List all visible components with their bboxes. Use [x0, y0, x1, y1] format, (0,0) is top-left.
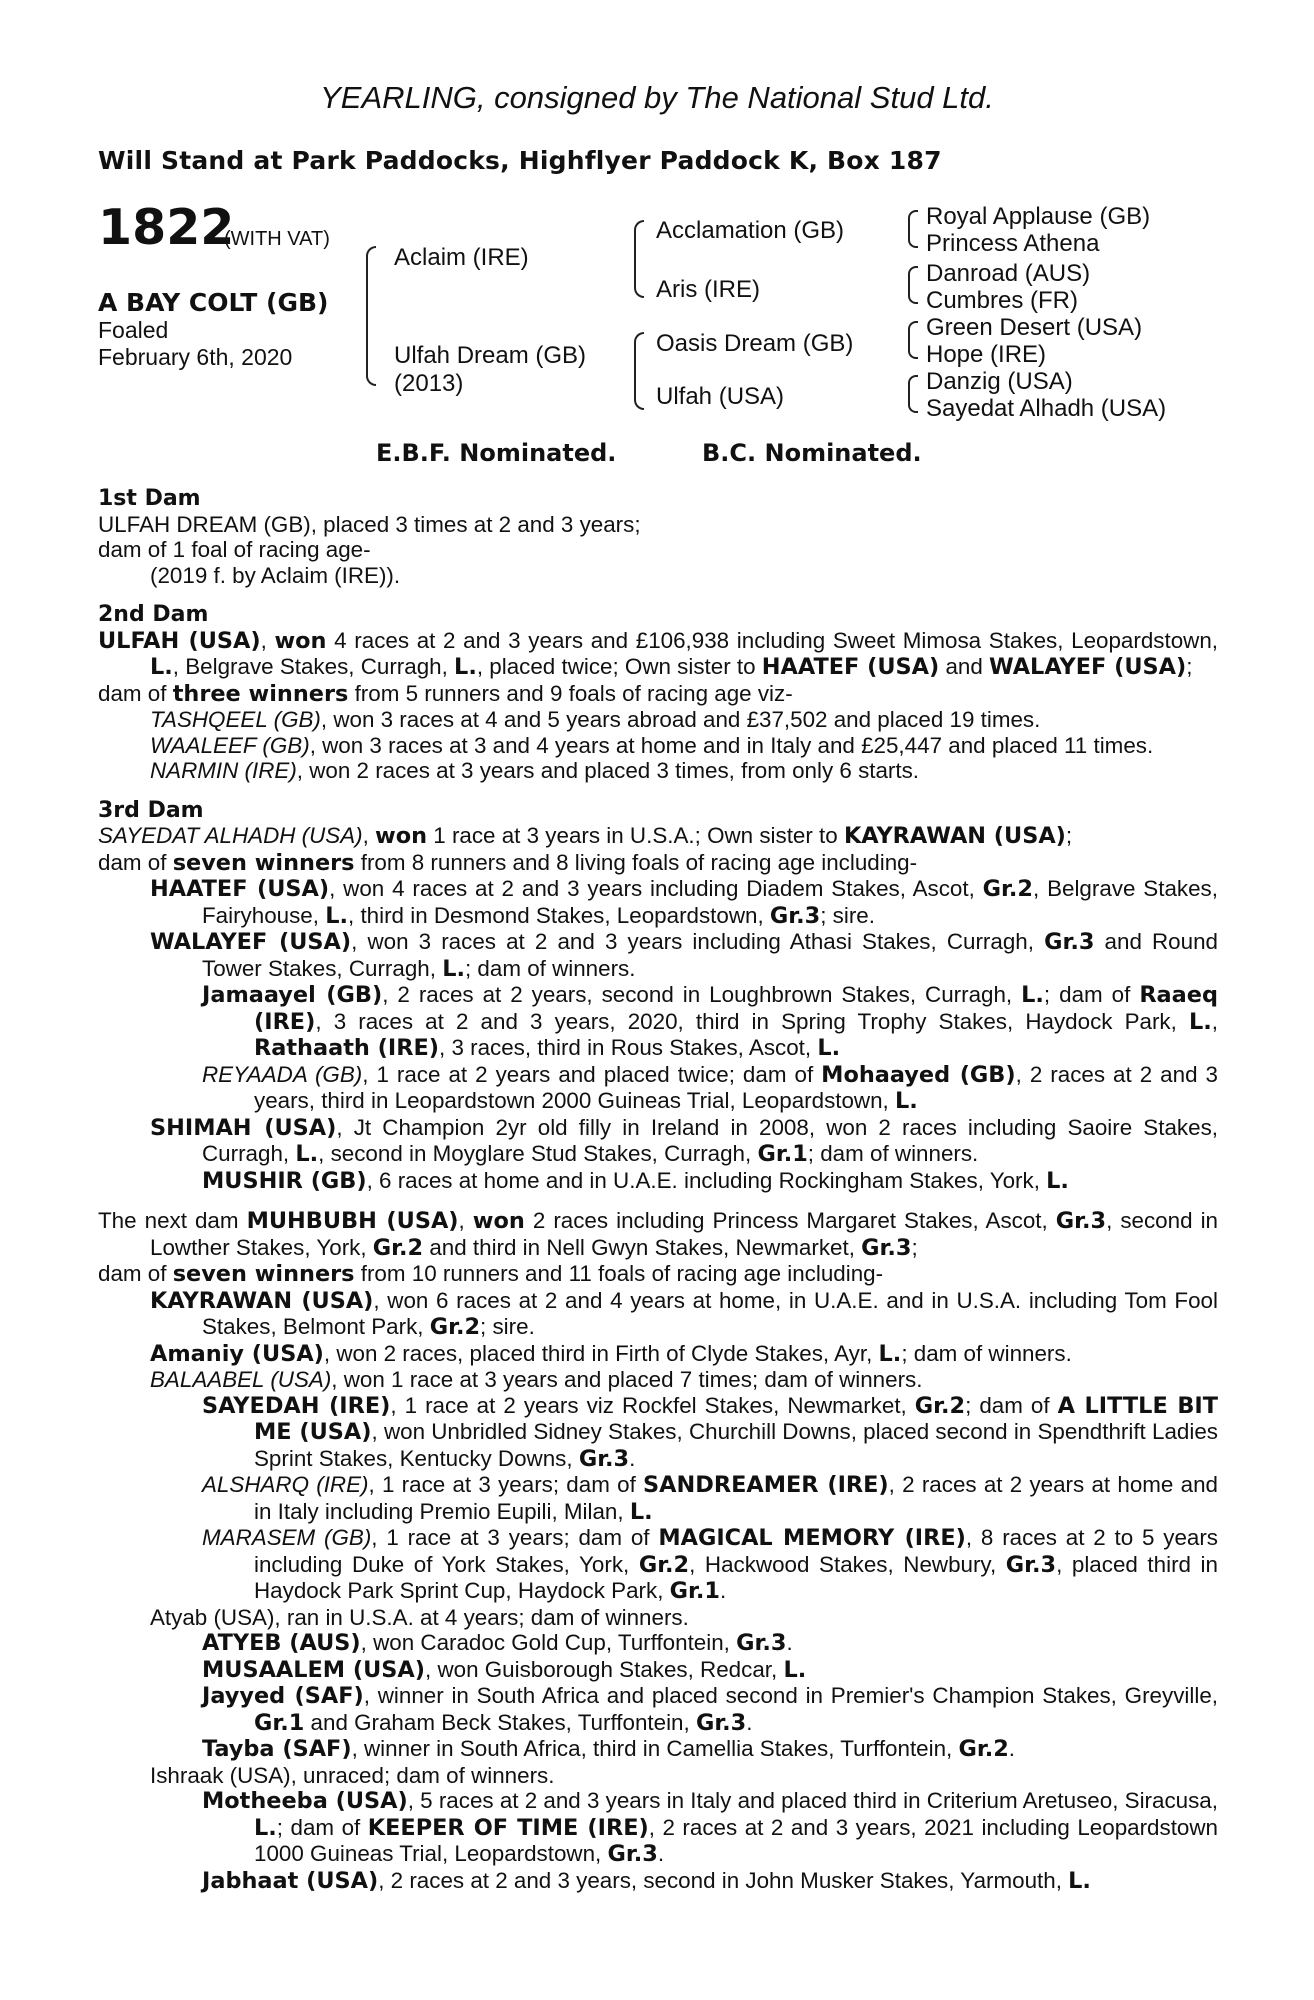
grade-mark: Gr.1 [669, 1578, 720, 1604]
race-text: ; dam of winners. [464, 955, 636, 981]
grade-mark: Gr.3 [769, 902, 821, 929]
horse-name: WAALEEF (GB) [150, 732, 310, 758]
horse-name: SANDREAMER (IRE) [643, 1472, 889, 1498]
second-dam-entry [98, 628, 1218, 681]
pedigree-dam-year: (2013) [394, 370, 464, 397]
grade-mark: Gr.2 [958, 1736, 1009, 1762]
horse-name: Mohaayed (GB) [821, 1061, 1016, 1088]
race-text: , placed third in Haydock Park Sprint Cup, Haydock Park, [254, 1551, 1218, 1603]
horse-name: ULFAH (USA) [98, 627, 261, 654]
race-text: , won 3 races at 3 and 4 years at home and in Italy and £25,447 and placed 11 times. [309, 732, 1154, 758]
race-text: ; sire. [480, 1314, 535, 1339]
horse-name: Jamaayel (GB) [202, 982, 383, 1008]
race-text: ; sire. [820, 902, 875, 928]
first-dam-line-1: ULFAH DREAM (GB), placed 3 times at 2 and 3 years; [98, 511, 641, 537]
listed-mark: L. [254, 1814, 277, 1841]
grade-mark: Gr.3 [578, 1445, 630, 1472]
foaled-info [98, 317, 292, 371]
race-text: ; dam of winners. [901, 1340, 1072, 1366]
horse-name: BALAABEL (USA) [150, 1367, 332, 1392]
race-text: , 1 race at 2 years and placed twice; dam of [362, 1061, 822, 1087]
bc-nomination: B.C. Nominated. [702, 439, 922, 467]
grade-mark: Gr.2 [914, 1392, 966, 1419]
race-text: , 1 race at 2 years viz Rockfel Stakes, Newmarket, [390, 1392, 915, 1418]
listed-mark: L. [325, 902, 348, 929]
produce-tayba [202, 1736, 1218, 1763]
race-text: ; dam of [276, 1814, 368, 1840]
grade-mark: Gr.3 [861, 1234, 912, 1261]
listed-mark: L. [1188, 1008, 1212, 1035]
listed-mark: L. [629, 1498, 653, 1525]
punct: . [1008, 1736, 1016, 1761]
horse-name: Raaeq (IRE) [254, 982, 1218, 1035]
spacer [98, 1194, 1218, 1208]
produce-musaalem [202, 1657, 1218, 1684]
pedigree-dds: Danzig (USA) [926, 368, 1073, 395]
race-text: and Round Tower Stakes, Curragh, [202, 929, 1218, 981]
horse-name: MUSHIR (GB) [202, 1167, 367, 1194]
produce-atyab: Atyab (USA), ran in U.S.A. at 4 years; dam of winners. [150, 1604, 689, 1630]
horse-name: Amaniy (USA) [150, 1340, 324, 1367]
grade-mark: Gr.3 [607, 1841, 658, 1867]
horse-name: SAYEDAH (IRE) [202, 1392, 391, 1419]
next-dam-dam-of [98, 1261, 1218, 1288]
first-dam-line-3: (2019 f. by Aclaim (IRE)). [150, 562, 401, 588]
listed-mark: L. [1021, 982, 1044, 1008]
produce-reyaada [202, 1062, 1218, 1115]
first-dam-line-2: dam of 1 foal of racing age- [98, 537, 371, 562]
race-text: and Graham Beck Stakes, Turffontein, [304, 1709, 696, 1735]
produce-marasem [202, 1525, 1218, 1605]
horse-name: ALSHARQ (IRE) [202, 1472, 369, 1497]
race-text: , Belgrave Stakes, Curragh, [172, 654, 455, 679]
produce-amaniy [150, 1341, 1218, 1368]
punct: ; [911, 1234, 918, 1260]
horse-name: HAATEF (USA) [150, 876, 330, 902]
listed-mark: L. [1068, 1867, 1091, 1894]
listed-mark: L. [454, 654, 477, 680]
race-text: , 3 races, third in Rous Stakes, Ascot, [439, 1035, 818, 1060]
grade-mark: Gr.3 [1044, 929, 1095, 955]
next-dam-entry [98, 1208, 1218, 1261]
punct: . [629, 1445, 636, 1471]
grade-mark: Gr.3 [736, 1630, 787, 1656]
race-text: , 2 races at 2 years at home and in Italy including Premio Eupili, Milan, [254, 1472, 1218, 1524]
grade-mark: Gr.2 [372, 1234, 424, 1261]
won-label: won [375, 823, 428, 849]
race-text: , won 1 race at 3 years and placed 7 times; dam of winners. [331, 1367, 923, 1392]
second-dam-heading: 2nd Dam [98, 602, 209, 627]
pedigree-brace-dd [908, 375, 918, 413]
horse-name: Jabhaat (USA) [202, 1867, 379, 1894]
horse-name: KAYRAWAN (USA) [150, 1287, 374, 1314]
lot-description: A BAY COLT (GB) [98, 288, 329, 317]
produce-jabhaat [202, 1868, 1218, 1895]
race-text: , 2 races at 2 and 3 years, 2021 including Leopardstown 1000 Guineas Trial, Leopardstown, [254, 1814, 1219, 1866]
punct: . [657, 1841, 665, 1866]
winners-count: seven winners [172, 849, 355, 876]
produce-tashqeel [150, 707, 1218, 733]
race-text: , won Guisborough Stakes, Redcar, [425, 1656, 784, 1682]
pedigree-sire-sire: Acclamation (GB) [656, 217, 845, 244]
pedigree-brace-dam [634, 332, 644, 410]
won-label: won [274, 627, 327, 654]
pedigree-dss: Green Desert (USA) [926, 314, 1143, 341]
horse-name: ATYEB (AUS) [202, 1630, 361, 1656]
race-text: 4 races at 2 and 3 years and £106,938 including Sweet Mimosa Stakes, Leopardstown, [326, 627, 1218, 653]
race-text: from 8 runners and 8 living foals of racing age including- [354, 849, 918, 875]
race-text: dam of [98, 1261, 173, 1286]
race-text: , second in Lowther Stakes, York, [150, 1208, 1218, 1260]
produce-jayyed [202, 1683, 1218, 1736]
spacer [98, 588, 1218, 602]
race-text: , won Caradoc Gold Cup, Turffontein, [360, 1630, 737, 1655]
listed-mark: L. [1046, 1167, 1069, 1194]
race-text: and third in Nell Gwyn Stakes, Newmarket, [423, 1234, 862, 1260]
first-dam-heading: 1st Dam [98, 486, 201, 511]
race-text: , won 3 races at 2 and 3 years including Athasi Stakes, Curragh, [351, 929, 1045, 954]
punct: ; [1186, 654, 1193, 679]
race-text: 1 race at 3 years in U.S.A.; Own sister to [427, 823, 844, 848]
punct: . [786, 1630, 793, 1655]
race-text: , Jt Champion 2yr old filly in Ireland in 2008, won 2 races including Saoire Stakes, Curragh, [202, 1114, 1218, 1166]
pedigree-sire: Aclaim (IRE) [394, 244, 529, 271]
consignor-line: YEARLING, consigned by The National Stud Ltd. [320, 80, 994, 115]
grade-mark: Gr.2 [638, 1551, 690, 1578]
stand-location: Will Stand at Park Paddocks, Highflyer Paddock K, Box 187 [98, 146, 942, 175]
pedigree-ssd: Princess Athena [926, 230, 1100, 257]
winners-count: three winners [172, 680, 349, 707]
produce-mushir [202, 1168, 1218, 1195]
horse-name: Tayba (SAF) [202, 1736, 352, 1762]
race-text: , won 3 races at 4 and 5 years abroad and £37,502 and placed 19 times. [320, 707, 1041, 732]
race-text: ; dam of winners. [807, 1141, 979, 1166]
race-text: , won Unbridled Sidney Stakes, Churchill Downs, placed second in Spendthrift Ladies Sprint Stakes, Kentucky Downs, [254, 1419, 1218, 1471]
third-dam-entry: SAYEDAT ALHADH (USA), won 1 race at 3 years in U.S.A.; Own sister to KAYRAWAN (USA); [98, 823, 1073, 849]
race-text: , 5 races at 2 and 3 years in Italy and placed third in Criterium Aretuseo, Siracusa, [407, 1788, 1218, 1813]
race-text: , won 2 races, placed third in Firth of Clyde Stakes, Ayr, [323, 1340, 879, 1366]
pedigree-brace-main [366, 246, 376, 386]
race-text: , third in Desmond Stakes, Leopardstown, [348, 902, 770, 928]
pedigree-sire-dam: Aris (IRE) [656, 276, 760, 303]
pedigree-sss: Royal Applause (GB) [926, 203, 1151, 230]
punct: ; [1065, 823, 1073, 848]
third-dam-dam-of [98, 850, 1218, 877]
race-text: , 2 races at 2 years, second in Loughbrown Stakes, Curragh, [382, 982, 1022, 1007]
race-text: from 10 runners and 11 foals of racing age including- [354, 1261, 884, 1286]
horse-name: Motheeba (USA) [202, 1788, 408, 1814]
race-text: , 6 races at home and in U.A.E. including Rockingham Stakes, York, [366, 1167, 1047, 1193]
race-text: , won 4 races at 2 and 3 years including Diadem Stakes, Ascot, [329, 876, 983, 901]
second-dam-dam-of [98, 681, 1218, 708]
pedigree-sdd: Cumbres (FR) [926, 287, 1079, 314]
foaled-date: February 6th, 2020 [98, 344, 293, 370]
horse-name: Rathaath (IRE) [254, 1035, 439, 1061]
grade-mark: Gr.3 [695, 1709, 747, 1736]
race-text: , second in Moyglare Stud Stakes, Curragh, [318, 1141, 758, 1166]
punct: , [260, 627, 275, 653]
listed-mark: L. [295, 1141, 319, 1167]
punct: . [719, 1578, 727, 1603]
pedigree-dam: Ulfah Dream (GB) [394, 342, 587, 369]
produce-haatef [150, 876, 1218, 929]
produce-shimah [150, 1115, 1218, 1168]
race-text: , winner in South Africa and placed second in Premier's Champion Stakes, Greyville, [363, 1683, 1218, 1708]
ebf-nomination: E.B.F. Nominated. [376, 439, 617, 467]
grade-mark: Gr.1 [757, 1141, 808, 1167]
race-text: , 2 races at 2 and 3 years, second in John Musker Stakes, Yarmouth, [378, 1867, 1069, 1893]
horse-name: REYAADA (GB) [202, 1061, 363, 1087]
race-text: , placed twice; Own sister to [476, 654, 762, 679]
listed-mark: L. [783, 1656, 807, 1683]
race-text: , 3 races at 2 and 3 years, 2020, third in Spring Trophy Stakes, Haydock Park, [315, 1008, 1189, 1034]
produce-sayedah [202, 1393, 1218, 1473]
race-text: , winner in South Africa, third in Camellia Stakes, Turffontein, [351, 1736, 959, 1761]
race-text: The next dam [98, 1208, 247, 1233]
lot-number: 1822 [98, 199, 235, 256]
race-text: , 2 races at 2 and 3 years, third in Leopardstown 2000 Guineas Trial, Leopardstown, [254, 1061, 1218, 1113]
horse-name: MAGICAL MEMORY (IRE) [658, 1525, 966, 1551]
listed-mark: L. [878, 1340, 902, 1367]
horse-name: HAATEF (USA) [761, 654, 940, 680]
vat-note: (WITH VAT) [224, 228, 330, 250]
race-text: , 8 races at 2 to 5 years including Duke of York Stakes, York, [254, 1525, 1218, 1577]
race-text: dam of [98, 849, 173, 875]
produce-jamaayel [202, 982, 1218, 1062]
won-label: won [472, 1208, 525, 1234]
punct: . [746, 1709, 753, 1735]
race-text: , [1211, 1008, 1218, 1034]
horse-name: KAYRAWAN (USA) [843, 823, 1066, 849]
grade-mark: Gr.2 [429, 1314, 481, 1340]
pedigree-dam-dam: Ulfah (USA) [656, 383, 785, 410]
pedigree-brace-ds [908, 321, 918, 359]
horse-name: Jayyed (SAF) [202, 1683, 364, 1709]
race-text: ; dam of [1043, 982, 1140, 1007]
listed-mark: L. [150, 654, 173, 680]
pedigree-brace-sd [908, 266, 918, 304]
pedigree-ddd: Sayedat Alhadh (USA) [926, 395, 1167, 422]
produce-ishraak: Ishraak (USA), unraced; dam of winners. [150, 1762, 555, 1788]
pedigree-dam-sire: Oasis Dream (GB) [656, 330, 854, 357]
race-text: , 1 race at 3 years; dam of [371, 1525, 659, 1550]
race-text: , won 2 races at 3 years and placed 3 times, from only 6 starts. [296, 758, 920, 783]
race-text: 2 races including Princess Margaret Stakes, Ascot, [524, 1208, 1056, 1233]
horse-name: KEEPER OF TIME (IRE) [367, 1814, 649, 1841]
race-text: dam of [98, 680, 173, 706]
horse-name: WALAYEF (USA) [150, 929, 352, 955]
race-text: , Belgrave Stakes, Fairyhouse, [202, 876, 1218, 928]
pedigree-brace-sire [634, 220, 644, 298]
horse-name: A LITTLE BIT ME (USA) [254, 1392, 1219, 1445]
race-text: ; dam of [965, 1392, 1058, 1418]
third-dam-heading: 3rd Dam [98, 797, 204, 823]
horse-name: TASHQEEL (GB) [150, 707, 321, 732]
listed-mark: L. [442, 955, 465, 982]
horse-name: SHIMAH (USA) [150, 1114, 337, 1141]
race-text: , 1 race at 3 years; dam of [368, 1472, 644, 1497]
race-text: , won 6 races at 2 and 4 years at home, in U.A.E. and in U.S.A. including Tom Fool Stakes, Belmont Park, [202, 1287, 1218, 1339]
horse-name: WALAYEF (USA) [989, 654, 1187, 680]
listed-mark: L. [895, 1088, 918, 1114]
horse-name: NARMIN (IRE) [150, 758, 297, 783]
spacer [98, 784, 1218, 798]
race-text: and [939, 654, 990, 679]
produce-balaabel [150, 1367, 1218, 1393]
produce-narmin [150, 758, 1218, 784]
produce-walayef [150, 929, 1218, 982]
horse-name: SAYEDAT ALHADH (USA) [98, 823, 363, 848]
grade-mark: Gr.3 [1005, 1551, 1057, 1578]
race-text: , Hackwood Stakes, Newbury, [689, 1551, 1006, 1577]
pedigree-dsd: Hope (IRE) [926, 341, 1047, 368]
produce-record [98, 486, 1218, 1894]
horse-name: MUHBUBH (USA) [246, 1208, 459, 1234]
punct: , [458, 1208, 473, 1233]
produce-alsharq [202, 1472, 1218, 1525]
winners-count: seven winners [172, 1261, 355, 1287]
produce-kayrawan [150, 1288, 1218, 1341]
listed-mark: L. [817, 1035, 841, 1061]
horse-name: MARASEM (GB) [202, 1525, 372, 1550]
race-text: from 5 runners and 9 foals of racing age viz- [348, 680, 793, 706]
horse-name: MUSAALEM (USA) [202, 1656, 425, 1683]
pedigree-brace-ss [908, 210, 918, 248]
pedigree-sds: Danroad (AUS) [926, 260, 1091, 287]
produce-waaleef [150, 733, 1218, 759]
produce-atyeb [202, 1630, 1218, 1657]
grade-mark: Gr.1 [254, 1709, 305, 1736]
grade-mark: Gr.2 [982, 876, 1033, 902]
foaled-label: Foaled [98, 317, 169, 343]
produce-motheeba [202, 1788, 1218, 1868]
grade-mark: Gr.3 [1055, 1208, 1107, 1234]
